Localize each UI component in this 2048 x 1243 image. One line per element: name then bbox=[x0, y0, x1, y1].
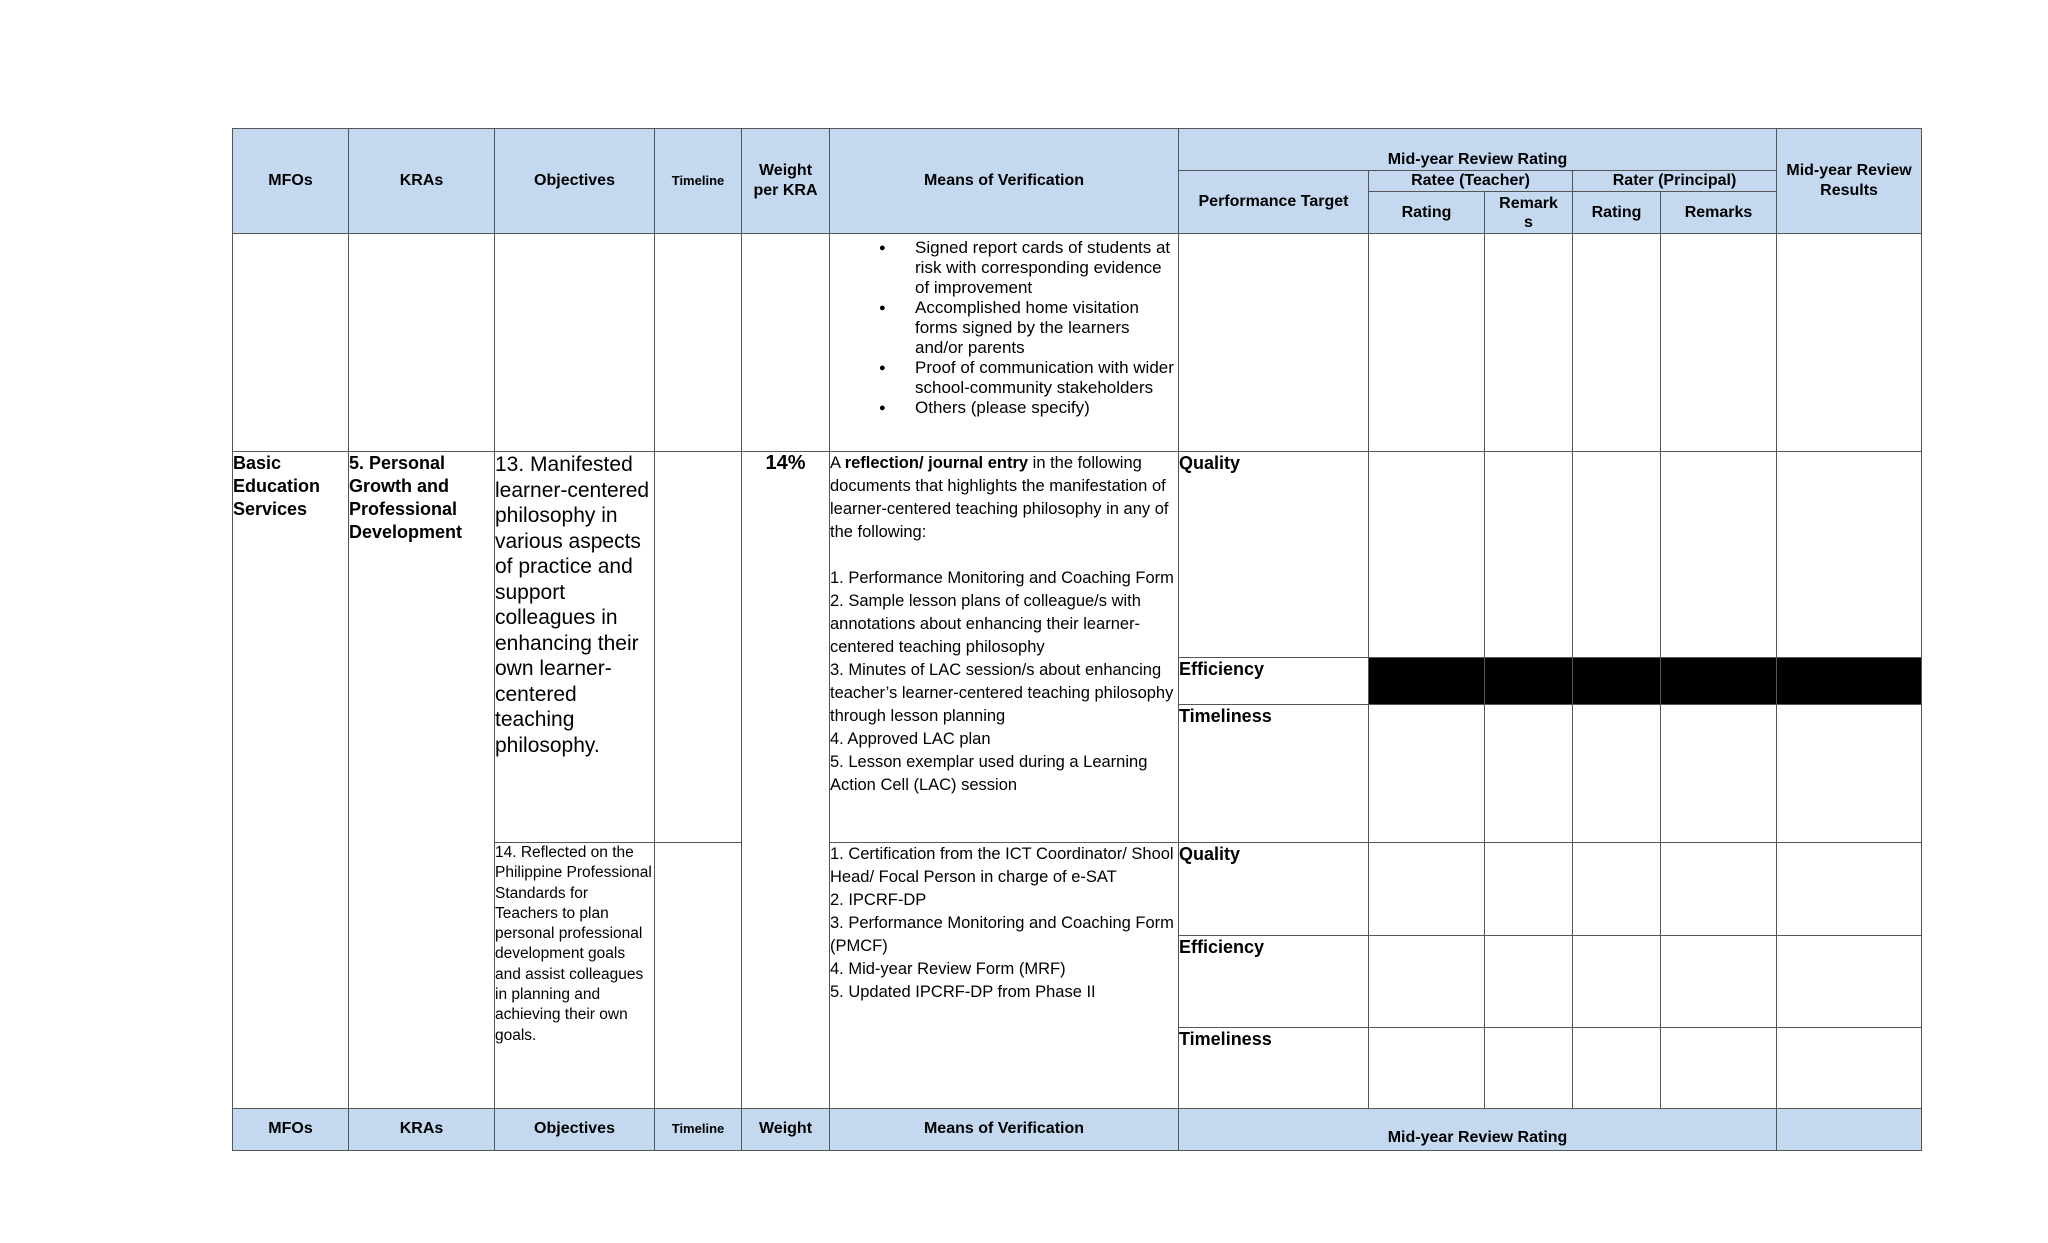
blocked-cell bbox=[1777, 658, 1922, 705]
mov-14-item: 3. Performance Monitoring and Coaching Form (PMCF) bbox=[830, 914, 1174, 955]
footer-results bbox=[1777, 1109, 1922, 1151]
mfo-cell: Basic Education Services bbox=[233, 452, 349, 1109]
mov-bullet-item: ● Signed report cards of students at risk with corresponding evidence of improvement bbox=[915, 238, 1178, 298]
footer-means-of-verification: Means of Verification bbox=[830, 1109, 1179, 1151]
mov-13-prefix: A bbox=[830, 454, 845, 472]
table-row bbox=[233, 234, 1922, 452]
mov-bullet-item: ● Accomplished home visitation forms signed by the learners and/or parents bbox=[915, 298, 1178, 358]
target-efficiency-13: Efficiency bbox=[1179, 658, 1369, 705]
footer-midyear-rating: Mid-year Review Rating bbox=[1179, 1109, 1777, 1151]
blocked-cell bbox=[1573, 658, 1661, 705]
header-objectives: Objectives bbox=[495, 129, 655, 234]
header-rater-remarks: Remarks bbox=[1661, 192, 1777, 234]
mov-14-item: 2. IPCRF-DP bbox=[830, 891, 927, 909]
table-row bbox=[233, 452, 1922, 658]
header-performance-target: Performance Target bbox=[1179, 171, 1369, 234]
mov-objective-14 bbox=[830, 843, 1179, 1109]
header-midyear-rating: Mid-year Review Rating bbox=[1179, 129, 1777, 171]
header-ratee-remarks: Remark s bbox=[1485, 192, 1573, 234]
mov-14-item: 1. Certification from the ICT Coordinator/ Shool Head/ Focal Person in charge of e-SAT bbox=[830, 845, 1174, 886]
target-quality-14: Quality bbox=[1179, 843, 1369, 936]
footer-kras: KRAs bbox=[349, 1109, 495, 1151]
kra-cell: 5. Personal Growth and Professional Development bbox=[349, 452, 495, 1109]
footer-header-row bbox=[233, 1109, 1922, 1151]
header-timeline: Timeline bbox=[655, 129, 742, 234]
blocked-cell bbox=[1485, 658, 1573, 705]
header-means-of-verification: Means of Verification bbox=[830, 129, 1179, 234]
mov-continued-cell bbox=[830, 234, 1179, 452]
mov-13-item: 1. Performance Monitoring and Coaching Form bbox=[830, 569, 1174, 587]
mov-13-item: 2. Sample lesson plans of colleague/s with annotations about enhancing their learner-centered teaching philosophy bbox=[830, 592, 1141, 656]
header-midyear-results: Mid-year Review Results bbox=[1777, 129, 1922, 234]
target-efficiency-14: Efficiency bbox=[1179, 936, 1369, 1028]
header-weight: Weight per KRA bbox=[742, 129, 830, 234]
footer-mfos: MFOs bbox=[233, 1109, 349, 1151]
header-ratee: Ratee (Teacher) bbox=[1369, 171, 1573, 192]
objective-14: 14. Reflected on the Philippine Professional Standards for Teachers to plan personal professional development goals and assist colleagues in planning and achieving their own goals. bbox=[495, 843, 655, 1109]
mov-bullet-item: ● Others (please specify) bbox=[915, 398, 1178, 418]
header-mfos: MFOs bbox=[233, 129, 349, 234]
mov-bullet-list bbox=[830, 238, 1178, 418]
blocked-cell bbox=[1661, 658, 1777, 705]
header-rater-rating: Rating bbox=[1573, 192, 1661, 234]
mov-13-bold: reflection/ journal entry bbox=[844, 454, 1029, 472]
mov-13-list bbox=[830, 567, 1178, 797]
mov-13-item: 5. Lesson exemplar used during a Learning Action Cell (LAC) session bbox=[830, 753, 1148, 794]
mov-objective-13 bbox=[830, 452, 1179, 843]
weight-value: 14% bbox=[742, 452, 830, 1109]
target-timeliness-13: Timeliness bbox=[1179, 705, 1369, 843]
blocked-cell bbox=[1369, 658, 1485, 705]
mov-13-item: 3. Minutes of LAC session/s about enhancing teacher’s learner-centered teaching philosophy through lesson planning bbox=[830, 661, 1174, 725]
footer-objectives: Objectives bbox=[495, 1109, 655, 1151]
header-ratee-rating: Rating bbox=[1369, 192, 1485, 234]
mov-13-suffix: in the following documents that highlights the manifestation of learner-centered teaching philosophy in any of the following: bbox=[830, 454, 1169, 541]
header-kras: KRAs bbox=[349, 129, 495, 234]
target-quality-13: Quality bbox=[1179, 452, 1369, 658]
objective-13: 13. Manifested learner-centered philosophy in various aspects of practice and support colleagues in enhancing their own learner-centered teaching philosophy. bbox=[495, 452, 655, 843]
mov-13-item: 4. Approved LAC plan bbox=[830, 730, 991, 748]
footer-weight: Weight bbox=[742, 1109, 830, 1151]
footer-timeline: Timeline bbox=[655, 1109, 742, 1151]
ipcrf-table bbox=[232, 128, 1922, 1151]
header-rater: Rater (Principal) bbox=[1573, 171, 1777, 192]
mov-14-item: 5. Updated IPCRF-DP from Phase II bbox=[830, 983, 1096, 1001]
mov-bullet-item: ● Proof of communication with wider school-community stakeholders bbox=[915, 358, 1178, 398]
mov-14-item: 4. Mid-year Review Form (MRF) bbox=[830, 960, 1066, 978]
target-timeliness-14: Timeliness bbox=[1179, 1028, 1369, 1109]
